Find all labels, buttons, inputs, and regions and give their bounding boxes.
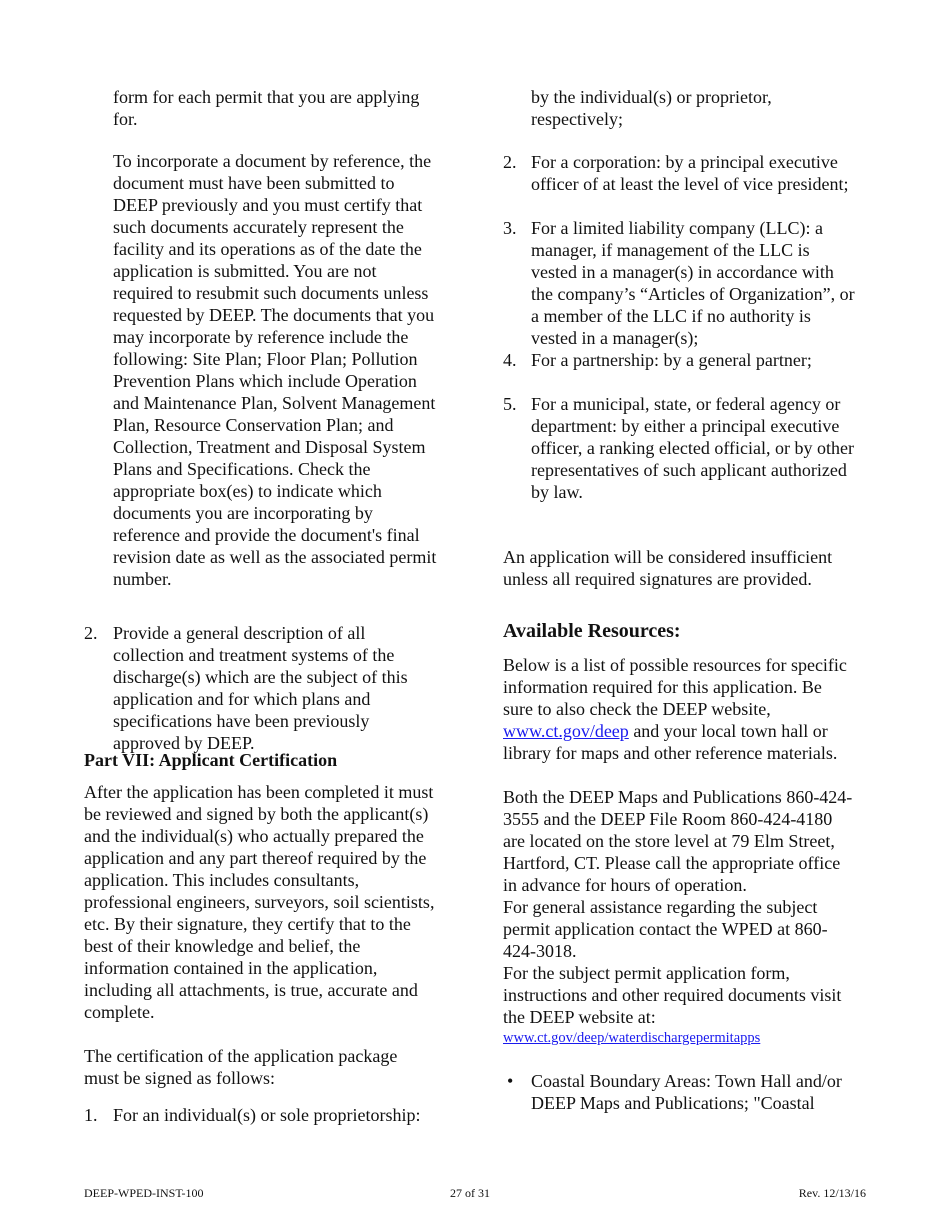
bullet-icon: • xyxy=(507,1071,514,1091)
footer-page-number: 27 of 31 xyxy=(450,1186,490,1200)
list-item-text: For a partnership: by a general partner; xyxy=(531,350,812,370)
list-number: 3. xyxy=(503,218,517,238)
footer-doc-id: DEEP-WPED-INST-100 xyxy=(84,1186,204,1200)
list-number: 1. xyxy=(84,1105,98,1125)
signing-paragraph: The certification of the application package must be signed as follows: xyxy=(84,1046,398,1088)
resources-heading: Available Resources: xyxy=(503,620,681,642)
intro-tail-paragraph: form for each permit that you are applying for. xyxy=(113,87,420,129)
assistance-paragraph: For general assistance regarding the subject permit application contact the WPED at 860- 424-3018. xyxy=(503,897,828,961)
resources-paragraph xyxy=(503,654,847,764)
bullet-item-text: Coastal Boundary Areas: Town Hall and/or DEEP Maps and Publications; "Coastal xyxy=(531,1071,842,1113)
forms-paragraph: For the subject permit application form, instructions and other required documents visit the DEEP website at: xyxy=(503,963,842,1027)
list-item-text: Provide a general description of all collection and treatment systems of the discharge(s) which are the subject of this application and for which plans and specifications have been previously approved by DEEP. xyxy=(113,623,408,753)
resources-text: and your local town hall or library for maps and other reference materials. xyxy=(503,721,838,763)
list-number: 2. xyxy=(503,152,517,172)
part7-heading: Part VII: Applicant Certification xyxy=(84,750,338,770)
incorporate-paragraph: To incorporate a document by reference, the document must have been submitted to DEEP previously and you must certify that such documents accurately represent the facility and its operations as of the date the application is submitted. You are not required to resubmit such documents unless requested by DEEP. The documents that you may incorporate by reference include the following: Site Plan; Floor Plan; Pollution Prevention Plans which include Operation and Maintenance Plan, Solvent Management Plan, Resource Conservation Plan; and Collection, Treatment and Disposal System Plans and Specifications. Check the appropriate box(es) to indicate which documents you are incorporating by reference and provide the document's final revision date as well as the associated permit number. xyxy=(113,151,437,589)
certification-paragraph: After the application has been completed it must be reviewed and signed by both the applicant(s) and the individual(s) who actually prepared the application and any part thereof required by the application. This includes consultants, professional engineers, surveyors, soil scientists, etc. By their signature, they certify that to the best of their knowledge and belief, the information contained in the application, including all attachments, is true, accurate and complete. xyxy=(84,782,435,1022)
list-item-text: For a limited liability company (LLC): a manager, if management of the LLC is vested in a manager(s) in accordance with the company’s “Articles of Organization”, or a member of the LLC if no authority is vested in a manager(s); xyxy=(531,218,855,348)
list-number: 5. xyxy=(503,394,517,414)
permit-apps-link[interactable]: www.ct.gov/deep/waterdischargepermitapps xyxy=(503,1030,761,1046)
list-number: 2. xyxy=(84,623,98,643)
list-number: 4. xyxy=(503,350,517,370)
insufficient-paragraph: An application will be considered insufficient unless all required signatures are provided. xyxy=(503,547,833,589)
list-item-continuation: by the individual(s) or proprietor, respectively; xyxy=(531,87,772,129)
list-item-text: For a municipal, state, or federal agency or department: by either a principal executive officer, a ranking elected official, or by other representatives of such applicant authorized by law. xyxy=(531,394,854,502)
list-item-text: For a corporation: by a principal executive officer of at least the level of vice president; xyxy=(531,152,849,194)
deep-website-link[interactable]: www.ct.gov/deep xyxy=(503,721,629,741)
resources-text: Below is a list of possible resources for specific information required for this application. Be sure to also check the DEEP website, xyxy=(503,655,847,719)
maps-paragraph: Both the DEEP Maps and Publications 860-424- 3555 and the DEEP File Room 860-424-4180 are located on the store level at 79 Elm Street, Hartford, CT. Please call the appropriate office in advance for hours of operation. xyxy=(503,787,853,895)
list-item-text: For an individual(s) or sole proprietorship: xyxy=(113,1105,421,1125)
footer-revision: Rev. 12/13/16 xyxy=(798,1186,866,1200)
